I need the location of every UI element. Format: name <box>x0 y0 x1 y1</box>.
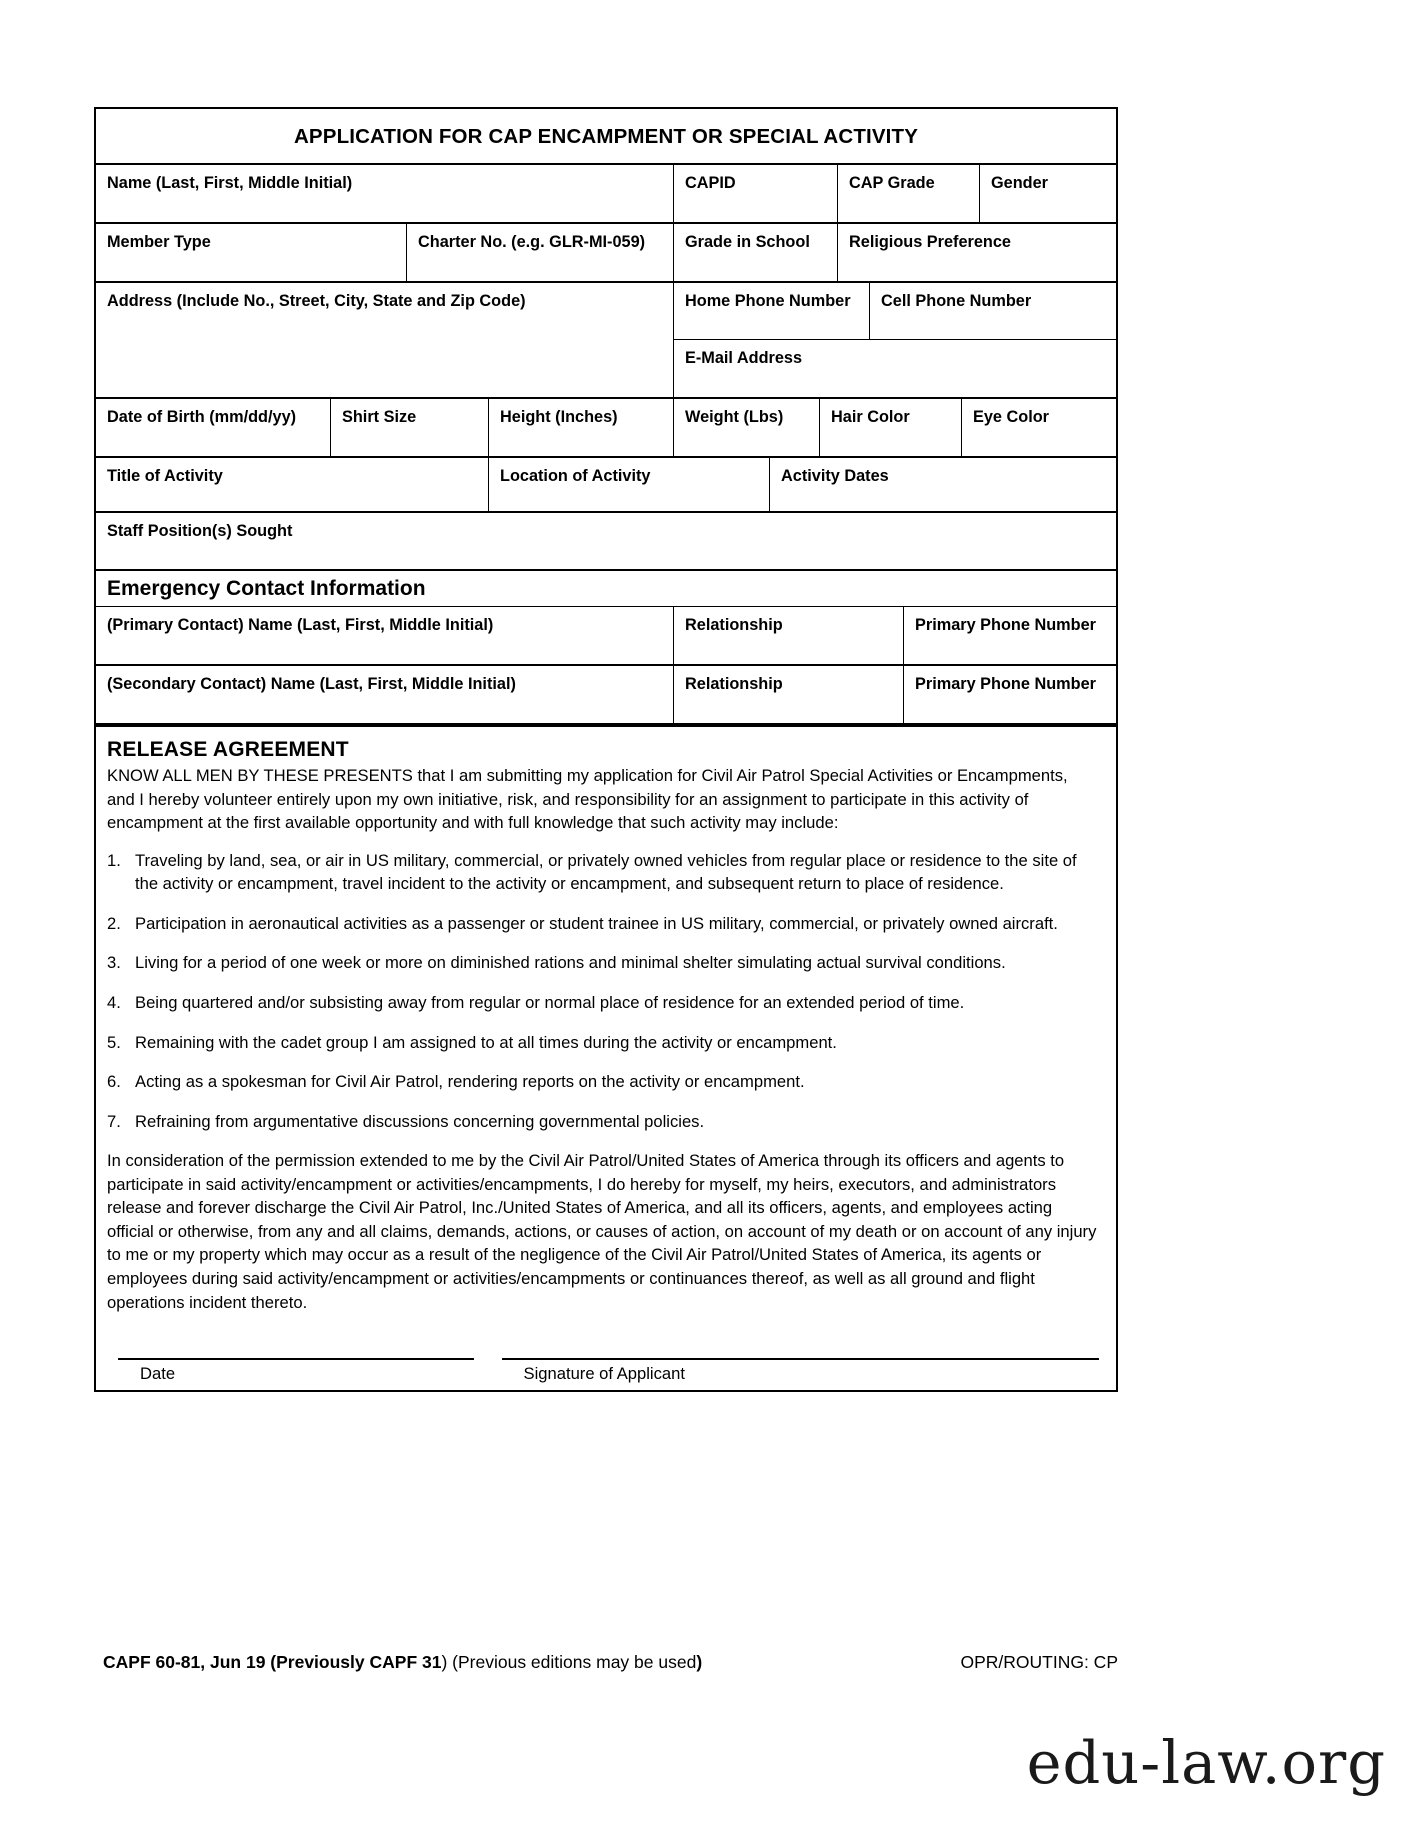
release-item <box>107 1031 1099 1055</box>
release-items-list <box>107 849 1099 1134</box>
release-item-text: Living for a period of one week or more on diminished rations and minimal shelter simulating actual survival conditions. <box>135 953 1006 973</box>
release-agreement-section <box>96 725 1116 1390</box>
release-item-number: 2. <box>107 913 121 933</box>
row-staff-positions <box>96 513 1116 571</box>
field-grade-in-school[interactable] <box>674 224 838 281</box>
field-activity-dates-label: Activity Dates <box>781 467 889 485</box>
field-weight[interactable] <box>674 399 820 456</box>
field-name[interactable] <box>96 165 674 222</box>
field-shirt-size-label: Shirt Size <box>342 408 417 426</box>
field-gender-label: Gender <box>991 174 1049 192</box>
field-secondary-phone-label: Primary Phone Number <box>915 675 1096 693</box>
release-intro-paragraph: KNOW ALL MEN BY THESE PRESENTS that I am submitting my application for Civil Air Patrol Special Activities or Encampments, and I hereby volunteer entirely upon my own initiative, risk, and responsibility for an assignment to participate in this activity of encampment at the first available opportunity and with full knowledge that such activity may include: <box>107 766 1068 833</box>
row-name <box>96 165 1116 224</box>
field-activity-dates[interactable] <box>770 458 1116 511</box>
field-religious-preference[interactable] <box>838 224 1116 281</box>
field-email[interactable] <box>674 340 1116 397</box>
release-item <box>107 1110 1099 1134</box>
field-staff-positions-label: Staff Position(s) Sought <box>107 522 293 540</box>
field-home-phone-label: Home Phone Number <box>685 292 851 310</box>
field-secondary-contact-name[interactable] <box>96 666 674 723</box>
field-primary-relationship-label: Relationship <box>685 616 783 634</box>
field-hair-color-label: Hair Color <box>831 408 910 426</box>
field-home-phone[interactable] <box>674 283 870 339</box>
field-gender[interactable] <box>980 165 1116 222</box>
field-cell-phone-label: Cell Phone Number <box>881 292 1032 310</box>
form-footer <box>103 1652 1118 1673</box>
release-item-text: Acting as a spokesman for Civil Air Patrol, rendering reports on the activity or encampment. <box>135 1072 805 1092</box>
release-item-number: 6. <box>107 1072 121 1092</box>
field-weight-label: Weight (Lbs) <box>685 408 784 426</box>
release-item <box>107 991 1099 1015</box>
release-item-text: Refraining from argumentative discussions concerning governmental policies. <box>135 1111 705 1131</box>
field-primary-phone-label: Primary Phone Number <box>915 616 1096 634</box>
field-date-of-birth[interactable] <box>96 399 331 456</box>
field-email-label: E-Mail Address <box>685 348 803 367</box>
release-item <box>107 951 1099 975</box>
row-physical <box>96 399 1116 458</box>
release-item-number: 7. <box>107 1111 121 1131</box>
release-consideration-paragraph: In consideration of the permission extended to me by the Civil Air Patrol/United States of America through its officers and agents to participate in said activity/encampment or activities/encampments, I do hereby for myself, my heirs, executors, and administrators release and forever discharge the Civil Air Patrol, Inc./United States of America, and all its officers, agents, and employees acting official or otherwise, from any and all claims, demands, actions, or causes of action, on account of my death or on account of any injury to me or my property which may occur as a result of the negligence of the Civil Air Patrol/United States of America, its agents or employees during said activity/encampment or activities/encampments or continuances thereof, as well as all ground and flight operations incident thereto. <box>107 1151 1097 1312</box>
row-member-type <box>96 224 1116 283</box>
field-eye-color-label: Eye Color <box>973 408 1050 426</box>
field-cell-phone[interactable] <box>870 283 1116 339</box>
field-charter-no-label: Charter No. (e.g. GLR-MI-059) <box>418 233 646 251</box>
form-title: APPLICATION FOR CAP ENCAMPMENT OR SPECIAL ACTIVITY <box>96 109 1116 165</box>
field-primary-contact-name-label: (Primary Contact) Name (Last, First, Middle Initial) <box>107 616 494 634</box>
release-item-number: 4. <box>107 992 121 1012</box>
row-address <box>96 283 1116 399</box>
field-staff-positions[interactable] <box>96 513 1116 569</box>
release-item <box>107 912 1099 936</box>
release-item-text: Remaining with the cadet group I am assigned to at all times during the activity or encampment. <box>135 1032 837 1052</box>
field-secondary-contact-name-label: (Secondary Contact) Name (Last, First, Middle Initial) <box>107 675 516 693</box>
field-member-type-label: Member Type <box>107 233 211 251</box>
site-watermark: edu-law.org <box>1026 1728 1386 1797</box>
field-title-of-activity-label: Title of Activity <box>107 467 223 485</box>
field-primary-phone[interactable] <box>904 607 1116 664</box>
field-cap-grade-label: CAP Grade <box>849 174 935 192</box>
date-signature-block[interactable] <box>118 1358 474 1384</box>
release-agreement-heading: RELEASE AGREEMENT <box>107 738 349 761</box>
field-secondary-phone[interactable] <box>904 666 1116 723</box>
field-hair-color[interactable] <box>820 399 962 456</box>
field-name-label: Name (Last, First, Middle Initial) <box>107 174 353 192</box>
footer-form-number-end: ) <box>696 1652 703 1672</box>
form-table <box>94 107 1118 1392</box>
field-member-type[interactable] <box>96 224 407 281</box>
field-cap-grade[interactable] <box>838 165 980 222</box>
footer-opr-routing: OPR/ROUTING: CP <box>960 1652 1118 1672</box>
field-location-of-activity-label: Location of Activity <box>500 467 651 485</box>
field-primary-relationship[interactable] <box>674 607 904 664</box>
signature-area <box>107 1330 1099 1390</box>
date-signature-label: Date <box>140 1364 176 1384</box>
footer-form-number-regular: ) (Previous editions may be used <box>441 1652 697 1672</box>
contact-stack <box>674 283 1116 397</box>
release-item <box>107 1070 1099 1094</box>
field-address[interactable] <box>96 283 674 397</box>
field-religious-preference-label: Religious Preference <box>849 233 1011 251</box>
field-title-of-activity[interactable] <box>96 458 489 511</box>
release-item-text: Being quartered and/or subsisting away from regular or normal place of residence for an extended period of time. <box>135 992 965 1012</box>
field-address-label: Address (Include No., Street, City, State and Zip Code) <box>107 292 526 310</box>
row-primary-contact <box>96 607 1116 666</box>
field-height-label: Height (Inches) <box>500 408 618 426</box>
release-item <box>107 849 1099 896</box>
row-phones <box>674 283 1116 340</box>
applicant-signature-block[interactable] <box>502 1358 1099 1384</box>
field-height[interactable] <box>489 399 674 456</box>
field-capid-label: CAPID <box>685 174 736 192</box>
field-charter-no[interactable] <box>407 224 674 281</box>
release-item-number: 5. <box>107 1032 121 1052</box>
applicant-signature-label: Signature of Applicant <box>523 1364 685 1384</box>
release-item-text: Traveling by land, sea, or air in US military, commercial, or privately owned vehicles from regular place or residence to the site of the activity or encampment, travel incident to the activity or encampment, and subsequent return to place of residence. <box>135 850 1077 894</box>
footer-form-number-bold: CAPF 60-81, Jun 19 (Previously CAPF 31 <box>103 1652 442 1672</box>
field-secondary-relationship[interactable] <box>674 666 904 723</box>
footer-form-number <box>103 1652 702 1673</box>
field-secondary-relationship-label: Relationship <box>685 675 783 693</box>
release-item-number: 3. <box>107 953 121 973</box>
row-secondary-contact <box>96 666 1116 725</box>
field-shirt-size[interactable] <box>331 399 489 456</box>
release-item-text: Participation in aeronautical activities as a passenger or student trainee in US military, commercial, or privately owned aircraft. <box>135 913 1058 933</box>
field-capid[interactable] <box>674 165 838 222</box>
field-primary-contact-name[interactable] <box>96 607 674 664</box>
row-activity <box>96 458 1116 513</box>
field-date-of-birth-label: Date of Birth (mm/dd/yy) <box>107 408 297 426</box>
release-item-number: 1. <box>107 850 121 870</box>
field-grade-in-school-label: Grade in School <box>685 233 810 251</box>
field-location-of-activity[interactable] <box>489 458 770 511</box>
field-eye-color[interactable] <box>962 399 1116 456</box>
row-email <box>674 340 1116 397</box>
emergency-contact-heading: Emergency Contact Information <box>96 571 1116 607</box>
